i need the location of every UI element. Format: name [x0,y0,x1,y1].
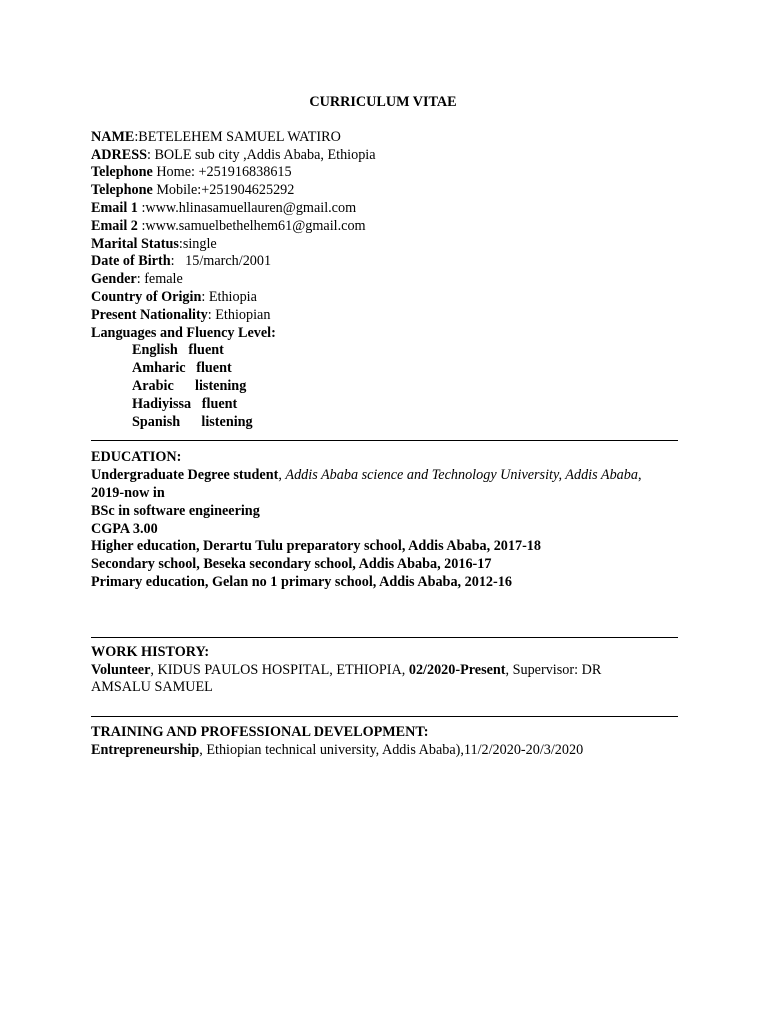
marital-status-line [91,236,679,254]
work-entry [91,662,651,698]
training-details: , Ethiopian technical university, Addis Ababa),11/2/2020-20/3/2020 [199,741,584,758]
work-organization: , KIDUS PAULOS HOSPITAL, ETHIOPIA, [150,661,409,678]
degree-years: 2019-now in [91,484,165,501]
date-of-birth-line [91,253,679,271]
gender-label: Gender [91,271,137,288]
languages-list [91,342,679,431]
email-2-line [91,218,679,236]
country-of-origin-value: : Ethiopia [201,288,257,305]
marital-status-value: :single [178,235,217,252]
telephone-home-line [91,164,679,182]
date-of-birth-value: : 15/march/2001 [170,253,272,270]
work-heading: WORK HISTORY: [91,643,210,660]
training-entry [91,742,679,760]
language-row-amharic: Amharic fluent [132,360,232,377]
personal-section [91,129,679,432]
gender-value: : female [136,271,183,288]
email-2-label: Email 2 [91,217,138,234]
telephone-home-value: Home: +251916838615 [152,164,292,181]
email-1-line [91,200,679,218]
education-primary: Primary education, Gelan no 1 primary school, Addis Ababa, 2012-16 [91,573,512,590]
telephone-mobile-label: Telephone [91,182,153,199]
language-row-spanish: Spanish listening [132,413,253,430]
section-divider-education [91,440,678,441]
education-degree [91,467,651,503]
address-label: ADRESS [91,146,147,163]
section-divider-training [91,716,678,717]
education-secondary: Secondary school, Beseka secondary school, Addis Ababa, 2016-17 [91,556,492,573]
name-value: :BETELEHEM SAMUEL WATIRO [134,128,341,145]
language-row-arabic: Arabic listening [132,377,247,394]
nationality-label: Present Nationality [91,306,208,323]
telephone-mobile-value: Mobile:+251904625292 [152,182,295,199]
education-program: BSc in software engineering [91,502,260,519]
document-title: CURRICULUM VITAE [309,94,457,110]
degree-title: Undergraduate Degree student [91,467,279,484]
address-line [91,147,679,165]
name-line [91,129,679,147]
address-value: : BOLE sub city ,Addis Ababa, Ethiopia [146,146,376,163]
section-divider-work [91,637,678,638]
training-section [91,724,679,760]
training-course: Entrepreneurship [91,741,200,758]
language-row-hadiyissa: Hadiyissa fluent [132,395,238,412]
country-of-origin-line [91,289,679,307]
degree-separator-2: , [637,467,642,484]
work-dates: 02/2020-Present [408,661,506,678]
email-2-value: :www.samuelbethelhem61@gmail.com [137,217,366,234]
degree-separator: , [278,467,286,484]
telephone-home-label: Telephone [91,164,153,181]
cv-document [91,94,679,760]
training-heading: TRAINING AND PROFESSIONAL DEVELOPMENT: [91,724,429,741]
country-of-origin-label: Country of Origin [91,288,202,305]
nationality-value: : Ethiopian [207,306,271,323]
nationality-line [91,307,679,325]
marital-status-label: Marital Status [91,235,179,252]
languages-heading: Languages and Fluency Level: [91,324,276,341]
education-cgpa: CGPA 3.00 [91,520,158,537]
telephone-mobile-line [91,182,679,200]
name-label: NAME [91,128,135,145]
education-heading: EDUCATION: [91,449,182,466]
email-1-label: Email 1 [91,199,138,216]
email-1-value: :www.hlinasamuellauren@gmail.com [137,199,357,216]
education-section [91,449,679,591]
work-section [91,644,679,697]
gender-line [91,271,679,289]
date-of-birth-label: Date of Birth [91,253,171,270]
work-role: Volunteer [91,661,151,678]
language-row-english: English fluent [132,342,224,359]
degree-institution: Addis Ababa science and Technology University, Addis Ababa [285,467,638,484]
work-supervisor: , Supervisor: DR AMSALU SAMUEL [91,661,602,696]
education-higher: Higher education, Derartu Tulu preparatory school, Addis Ababa, 2017-18 [91,538,541,555]
